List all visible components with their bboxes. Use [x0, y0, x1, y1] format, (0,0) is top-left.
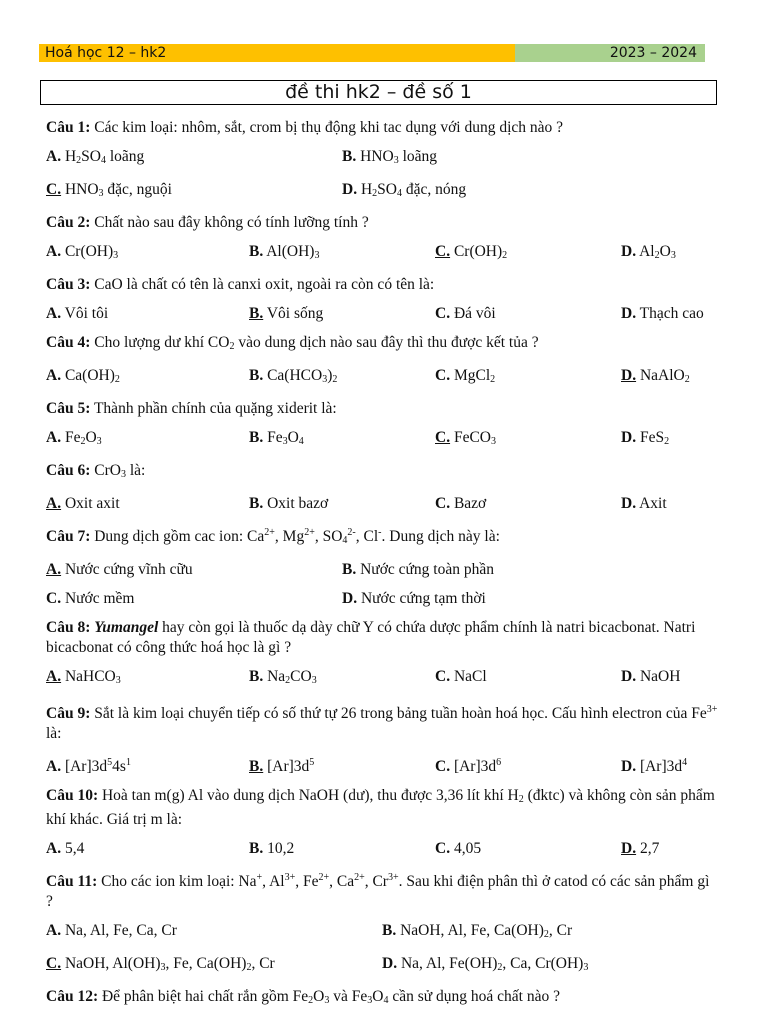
option-q10-b: B. 10,2 [249, 840, 295, 857]
document-header [39, 44, 705, 62]
options-q3 [46, 298, 718, 327]
option-q2-b: B. $Al(OH)_3$ [249, 243, 320, 261]
option-q4-d: D. NaAlO$_2$ [621, 367, 690, 385]
exam-title: đề thi hk2 – đề số 1 [40, 80, 717, 105]
option-q5-a: A. $Fe_2O_3$ [46, 429, 102, 447]
option-q3-c: C. Đá vôi [435, 305, 496, 322]
options-q11 [46, 915, 718, 948]
option-q9-a: A. $[Ar]3d^54s^1$ [46, 757, 131, 775]
question-6: Câu 6: CrO$_3$ là: [46, 462, 146, 480]
option-q8-b: B. $Na_2CO_3$ [249, 668, 317, 686]
option-q1-a: A. $H_2SO_4$ loãng [46, 148, 145, 166]
options-q7 [46, 554, 718, 583]
question-12: Câu 12: Để phân biệt hai chất rắn gồm $Fe_2O_3$ và $Fe_3O_4$ cần sử dụng hoá chất nào ? [46, 988, 560, 1006]
option-q5-b: B. $Fe_3O_4$ [249, 429, 304, 447]
option-q9-b: B. $[Ar]3d^5$ [249, 757, 315, 775]
header-subject: Hoá học 12 – hk2 [39, 44, 515, 62]
question-3: Câu 3: CaO là chất có tên là canxi oxit, ngoài ra còn có tên là: [46, 276, 435, 293]
question-9: Câu 9: Sắt là kim loại chuyển tiếp có số thứ tự 26 trong bảng tuần hoàn hoá học. Cấu hình electron của $Fe^{3+}$ là: [46, 704, 718, 742]
option-q8-d: D. NaOH [621, 668, 681, 685]
options-q10 [46, 833, 718, 862]
option-q8-c: C. NaCl [435, 668, 487, 685]
question-10: Câu 10: Hoà tan m(g) Al vào dung dịch NaOH (dư), thu được 3,36 lít khí $H_2$ (đktc) và không còn sản phẩm khí khác. Giá trị m là: [46, 787, 715, 828]
exam-content [46, 112, 718, 1014]
options-q9 [46, 747, 718, 780]
option-q1-b: B. $HNO_3$ loãng [342, 148, 437, 166]
option-q6-b: B. Oxit bazơ [249, 495, 329, 512]
options-q4 [46, 360, 718, 393]
header-year: 2023 – 2024 [515, 44, 705, 62]
option-q10-c: C. 4,05 [435, 840, 482, 857]
question-1: Câu 1: Các kim loại: nhôm, sắt, crom bị thụ động khi tac dụng với dung dịch nào ? [46, 119, 564, 136]
option-q3-d: D. Thạch cao [621, 305, 704, 322]
option-q3-a: A. Vôi tôi [46, 305, 109, 322]
option-q1-c: C. $HNO_3$ đặc, nguội [46, 181, 172, 199]
option-q2-d: D. $Al_2O_3$ [621, 243, 676, 261]
option-q3-b: B. Vôi sống [249, 305, 324, 322]
options-q1-row2 [46, 174, 718, 207]
options-q2 [46, 236, 718, 269]
option-q7-d: D. Nước cứng tạm thời [342, 590, 486, 607]
options-q5 [46, 422, 718, 455]
option-q2-c: C. $Cr(OH)_2$ [435, 243, 508, 261]
option-q9-d: D. $[Ar]3d^4$ [621, 757, 688, 775]
option-q10-d: D. 2,7 [621, 840, 660, 857]
option-q11-a: A. Na, Al, Fe, Ca, Cr [46, 922, 177, 939]
options-q6 [46, 488, 718, 517]
options-q1 [46, 141, 718, 174]
option-q6-d: D. Axit [621, 495, 667, 512]
question-11: Câu 11: Cho các ion kim loại: Na+, $Al^{3+}$, $Fe^{2+}$, $Ca^{2+}$, $Cr^{3+}$. Sau khi điện phân thì ở catod có các sản phẩm gì ? [46, 872, 710, 910]
option-q10-a: A. 5,4 [46, 840, 85, 857]
option-q7-a: A. Nước cứng vĩnh cữu [46, 561, 193, 578]
question-4: Câu 4: Cho lượng dư khí $CO_2$ vào dung dịch nào sau đây thì thu được kết tủa ? [46, 334, 539, 352]
option-q8-a: A. NaHCO$_3$ [46, 668, 121, 686]
option-q7-b: B. Nước cứng toàn phần [342, 561, 494, 578]
option-q6-a: A. Oxit axit [46, 495, 120, 512]
option-q9-c: C. $[Ar]3d^6$ [435, 757, 502, 775]
question-2: Câu 2: Chất nào sau đây không có tính lưỡng tính ? [46, 214, 369, 231]
question-7: Câu 7: Dung dịch gồm cac ion: $Ca^{2+}$, $Mg^{2+}$, $SO_4^{2-}$, Cl-. Dung dịch này là: [46, 527, 500, 546]
question-8: Câu 8: Yumangel hay còn gọi là thuốc dạ dày chữ Y có chứa dược phẩm chính là natri bicacbonat. Natri bicacbonat có công thức hoá học là gì ? [46, 619, 696, 656]
option-q2-a: A. $Cr(OH)_3$ [46, 243, 119, 261]
question-5: Câu 5: Thành phần chính của quặng xiderit là: [46, 400, 337, 417]
option-q4-b: B. $Ca(HCO_3)_2$ [249, 367, 338, 385]
option-q6-c: C. Bazơ [435, 495, 487, 512]
options-q8 [46, 661, 718, 694]
option-q11-d: D. Na, Al, $Fe(OH)_2$, Ca, $Cr(OH)_3$ [382, 955, 589, 973]
options-q11-row2 [46, 948, 718, 981]
option-q5-d: D. FeS$_2$ [621, 429, 670, 447]
option-q11-c: C. NaOH, $Al(OH)_3$, Fe, $Ca(OH)_2$, Cr [46, 955, 275, 973]
option-q5-c: C. FeCO$_3$ [435, 429, 496, 447]
option-q4-a: A. $Ca(OH)_2$ [46, 367, 120, 385]
option-q4-c: C. MgCl$_2$ [435, 367, 496, 385]
option-q7-c: C. Nước mềm [46, 590, 135, 607]
option-q11-b: B. NaOH, Al, Fe, $Ca(OH)_2$, Cr [382, 922, 573, 940]
options-q7-row2 [46, 583, 718, 612]
option-q1-d: D. $H_2SO_4$ đặc, nóng [342, 181, 467, 199]
